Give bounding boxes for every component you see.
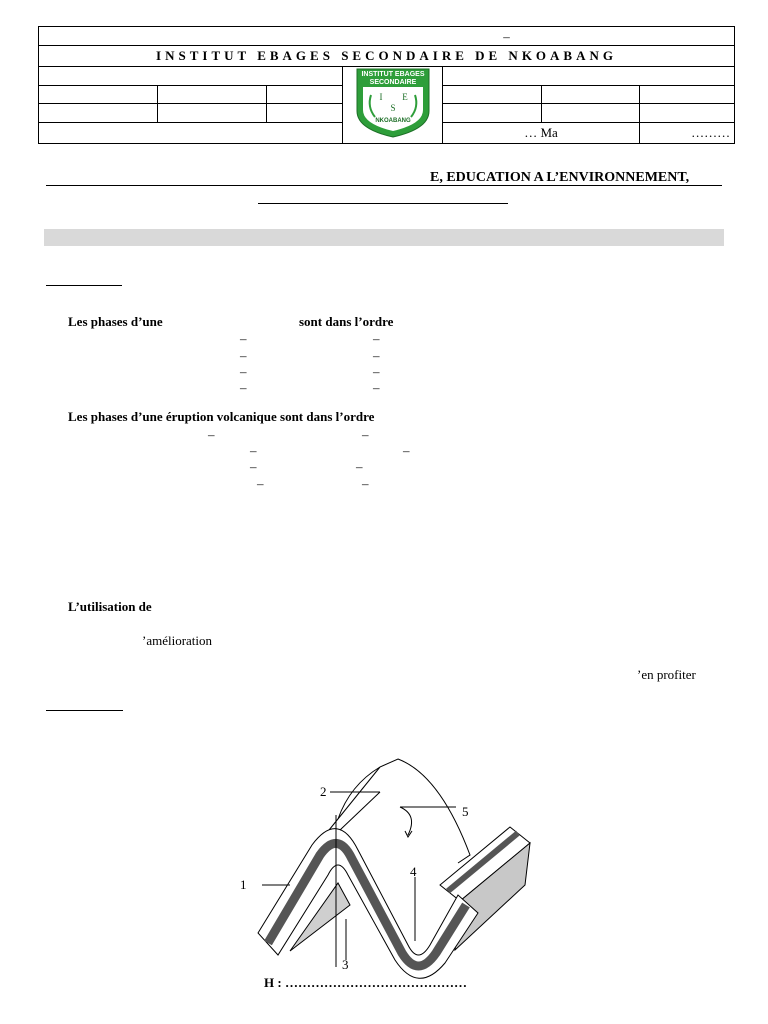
fold-label-5: 5 <box>462 804 469 819</box>
header-table <box>38 26 735 144</box>
fold-label-1: 1 <box>240 877 247 892</box>
logo-letter-e: E <box>401 92 408 102</box>
dash: – <box>373 348 380 363</box>
title-text: E, EDUCATION A L’ENVIRONNEMENT, <box>430 170 690 185</box>
dash: – <box>257 476 264 491</box>
phases-text-2: Les phases d’une éruption volcanique sont dans l’ordre <box>68 409 375 424</box>
dots-cell: ……… <box>640 123 735 144</box>
fold-label-2: 2 <box>320 784 327 799</box>
school-logo-icon <box>353 67 433 139</box>
dash: – <box>208 427 215 442</box>
dash: – <box>403 443 410 458</box>
header-cell <box>39 67 343 86</box>
logo-cell <box>343 67 443 144</box>
amelioration-text: ’amélioration <box>142 633 213 648</box>
fold-label-4: 4 <box>410 864 417 879</box>
dash: – <box>240 331 247 346</box>
header-cell <box>443 104 542 123</box>
dash: – <box>373 364 380 379</box>
fold-label-3: 3 <box>342 957 349 972</box>
header-cell <box>267 104 343 123</box>
logo-line2: SECONDAIRE <box>369 79 416 86</box>
section3-heading-underline <box>46 710 123 711</box>
dash: – <box>362 427 369 442</box>
ma-cell: … Ma <box>443 123 640 144</box>
phases-text-1b: sont dans l’ordre <box>299 314 394 329</box>
profiter-text: ’en profiter <box>637 667 696 682</box>
dash: – <box>356 459 363 474</box>
header-cell <box>158 104 267 123</box>
logo-bottom: NKOABANG <box>374 118 411 124</box>
dash: – <box>373 380 380 395</box>
header-cell <box>640 85 735 104</box>
header-cell <box>39 123 343 144</box>
dash: – <box>240 364 247 379</box>
subtitle-underline <box>258 203 508 204</box>
dash: – <box>373 331 380 346</box>
header-cell <box>39 104 158 123</box>
dash: – <box>362 476 369 491</box>
section1-heading-underline <box>46 285 122 286</box>
top-dash: – <box>503 29 510 44</box>
header-cell <box>158 85 267 104</box>
header-cell <box>542 85 640 104</box>
utilisation-text: L’utilisation de <box>68 599 152 614</box>
header-cell <box>39 85 158 104</box>
dash: – <box>240 380 247 395</box>
grey-band <box>44 229 724 246</box>
logo-line1: INSTITUT EBAGES <box>360 71 425 78</box>
figure-caption: H : …………………………………… <box>264 975 467 990</box>
header-cell <box>267 85 343 104</box>
header-cell <box>640 104 735 123</box>
header-top-row <box>39 27 735 46</box>
header-cell <box>443 85 542 104</box>
logo-letter-i: I <box>379 92 382 102</box>
dash: – <box>250 459 257 474</box>
logo-letter-s: S <box>389 103 396 113</box>
header-cell <box>542 104 640 123</box>
phases-text-1: Les phases d’une <box>68 314 163 329</box>
dash: – <box>240 348 247 363</box>
school-name: INSTITUT EBAGES SECONDAIRE DE NKOABANG <box>39 46 735 67</box>
fold-diagram <box>230 755 540 995</box>
dash: – <box>250 443 257 458</box>
header-cell <box>443 67 735 86</box>
